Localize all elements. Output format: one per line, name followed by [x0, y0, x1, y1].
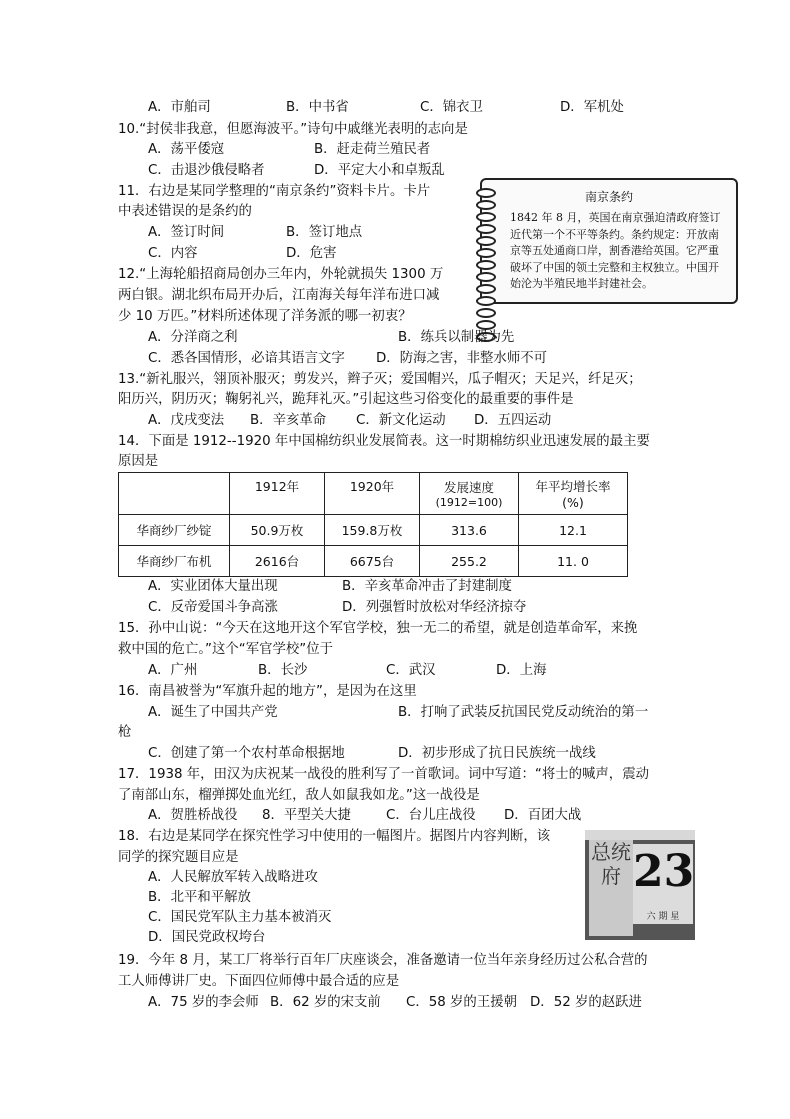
q14-stem-line1: 14．下面是 1912--1920 年中国棉纺织业发展简表。这一时期棉纺织业迅速发展的最主要	[118, 434, 650, 449]
q12-stem-line2: 两白银。湖北织布局开办后，江南海关每年洋布进口减	[118, 288, 440, 303]
q12-option-c: C．悉各国情形，必谙其语言文字	[148, 351, 345, 366]
q11-option-d: D．危害	[286, 246, 337, 261]
table-cell: 11. 0	[519, 546, 628, 577]
table-cell: 50.9万枚	[230, 515, 325, 546]
q17-stem-line1: 17．1938 年，田汉为庆祝某一战役的胜利写了一首歌词。词中写道：“将士的喊声，震动	[118, 767, 649, 782]
q10-option-c: C．击退沙俄侵略者	[148, 163, 265, 178]
q15-option-d: D．上海	[496, 663, 547, 678]
table-header-speed-base: (1912=100)	[435, 496, 503, 509]
table-row	[119, 546, 628, 577]
table-cell: 313.6	[420, 515, 519, 546]
q10-option-a: A．荡平倭寇	[148, 142, 225, 157]
table-header-blank	[119, 473, 230, 515]
q18-option-b: B．北平和平解放	[148, 890, 251, 905]
q15-option-b: B．长沙	[258, 663, 308, 678]
q16-option-d: D．初步形成了抗日民族统一战线	[398, 746, 596, 761]
nanjing-treaty-card	[480, 178, 738, 304]
q16-stem: 16．南昌被誉为“军旗升起的地方”，是因为在这里	[118, 684, 417, 699]
table-cell: 159.8万枚	[325, 515, 420, 546]
calendar-weekday: 六 期 星	[646, 912, 680, 922]
q16-option-c: C．创建了第一个农村革命根据地	[148, 746, 345, 761]
q14-option-b: B．辛亥革命冲击了封建制度	[342, 579, 512, 594]
q13-stem-line1: 13.“新礼服兴，翎顶补服灭；剪发兴，辫子灭；爱国帽兴，瓜子帽灭；天足兴，纤足灭；	[118, 372, 642, 387]
q14-option-c: C．反帝爱国斗争高涨	[148, 600, 278, 615]
q17-stem-line2: 了南部山东，榴弹掷处血光红，敌人如鼠我如龙。”这一战役是	[118, 788, 480, 803]
table-header-speed-label: 发展速度	[443, 480, 494, 495]
q13-option-d: D．五四运动	[474, 413, 552, 428]
calendar-date	[633, 844, 693, 924]
q12-option-d: D．防海之害，非整水师不可	[376, 351, 547, 366]
table-cell: 255.2	[420, 546, 519, 577]
q17-option-b: 8．平型关大捷	[262, 808, 351, 823]
q19-option-d: D．52 岁的赵跃进	[530, 995, 642, 1010]
q9-option-b: B．中书省	[286, 100, 349, 115]
q16-option-b: B．打响了武装反抗国民党反动统治的第一	[398, 705, 649, 720]
q18-option-d: D．国民党政权垮台	[148, 930, 266, 945]
q16-option-b-continued: 枪	[118, 725, 132, 740]
q10-option-b: B．赶走荷兰殖民者	[314, 142, 431, 157]
table-cell: 6675台	[325, 546, 420, 577]
q15-option-c: C．武汉	[386, 663, 436, 678]
q16-option-a: A．诞生了中国共产党	[148, 705, 278, 720]
q11-stem-line2: 中表述错误的是条约的	[118, 204, 252, 219]
q14-option-d: D．列强暂时放松对华经济掠夺	[342, 600, 527, 615]
table-header-growth-label: 年平均增长率	[535, 479, 611, 494]
q19-option-b: B．62 岁的宋支前	[270, 995, 381, 1010]
q14-stem-line2: 原因是	[118, 454, 159, 469]
q19-stem-line1: 19．今年 8 月，某工厂将举行百年厂庆座谈会，准备邀请一位当年亲身经历过公私合营的	[118, 953, 648, 968]
q17-option-d: D．百团大战	[504, 808, 582, 823]
q12-option-a: A．分洋商之利	[148, 330, 238, 345]
table-header-growth-unit: (%)	[562, 495, 584, 510]
q15-stem-line1: 15．孙中山说：“今天在这地开这个军官学校，独一无二的希望，就是创造革命军，来挽	[118, 621, 638, 636]
table-cell: 华商纱厂纱锭	[119, 515, 230, 546]
q12-stem-line1: 12.“上海轮船招商局创办三年内，外轮就损失 1300 万	[118, 267, 444, 282]
table-header-1920: 1920年	[325, 473, 420, 515]
card-text: 1842 年 8 月，英国在南京强迫清政府签订近代第一个不平等条约。条约规定：开放南京等五处通商口岸，割香港给英国。它严重破坏了中国的领土完整和主权独立。中国开始沦为半殖民地半封建社会。	[510, 211, 721, 290]
table-header-growth	[519, 473, 628, 515]
cotton-industry-table	[118, 472, 628, 577]
q18-option-c: C．国民党军队主力基本被消灭	[148, 910, 332, 925]
q19-option-a: A．75 岁的李会师	[148, 995, 259, 1010]
q11-stem-line1: 11．右边是某同学整理的“南京条约”资料卡片。卡片	[118, 184, 431, 199]
q10-option-d: D．平定大小和卓叛乱	[314, 163, 445, 178]
q19-option-c: C．58 岁的王援朝	[406, 995, 517, 1010]
table-cell: 华商纱厂布机	[119, 546, 230, 577]
q15-stem-line2: 救中国的危亡。”这个“军官学校”位于	[118, 642, 333, 657]
q9-option-d: D．军机处	[560, 100, 624, 115]
q11-option-b: B．签订地点	[286, 225, 363, 240]
q13-option-c: C．新文化运动	[356, 413, 446, 428]
calendar-side-text: 总统府	[589, 840, 633, 936]
table-header-speed	[420, 473, 519, 515]
q19-stem-line2: 工人师傅讲厂史。下面四位师傅中最合适的应是	[118, 974, 400, 989]
q11-option-a: A．签订时间	[148, 225, 225, 240]
table-cell: 2616台	[230, 546, 325, 577]
q15-option-a: A．广州	[148, 663, 198, 678]
table-header-1912: 1912年	[230, 473, 325, 515]
q10-stem: 10.“封侯非我意，但愿海波平。”诗句中戚继光表明的志向是	[118, 122, 468, 137]
q17-option-c: C．台儿庄战役	[386, 808, 476, 823]
q13-option-b: B．辛亥革命	[250, 413, 327, 428]
q18-stem-line2: 同学的探究题目应是	[118, 850, 239, 865]
table-cell: 12.1	[519, 515, 628, 546]
calendar-day-number: 23	[633, 846, 695, 897]
calendar-photo	[585, 830, 695, 940]
card-title: 南京条约	[584, 190, 633, 204]
q12-option-b: B．练兵以制器为先	[398, 330, 515, 345]
q13-stem-line2: 阳历兴，阴历灭；鞠躬礼兴，跪拜礼灭。”引起这些习俗变化的最重要的事件是	[118, 392, 574, 407]
q12-stem-line3: 少 10 万匹。”材料所述体现了洋务派的哪一初衷？	[118, 309, 412, 324]
q11-option-c: C．内容	[148, 246, 198, 261]
q14-option-a: A．实业团体大量出现	[148, 579, 278, 594]
q18-option-a: A．人民解放军转入战略进攻	[148, 870, 318, 885]
q18-stem-line1: 18．右边是某同学在探究性学习中使用的一幅图片。据图片内容判断，该	[118, 829, 551, 844]
q9-option-c: C．锦衣卫	[420, 100, 483, 115]
q9-option-a: A．市舶司	[148, 100, 211, 115]
q13-option-a: A．戊戌变法	[148, 413, 225, 428]
table-row	[119, 515, 628, 546]
q17-option-a: A．贺胜桥战役	[148, 808, 238, 823]
